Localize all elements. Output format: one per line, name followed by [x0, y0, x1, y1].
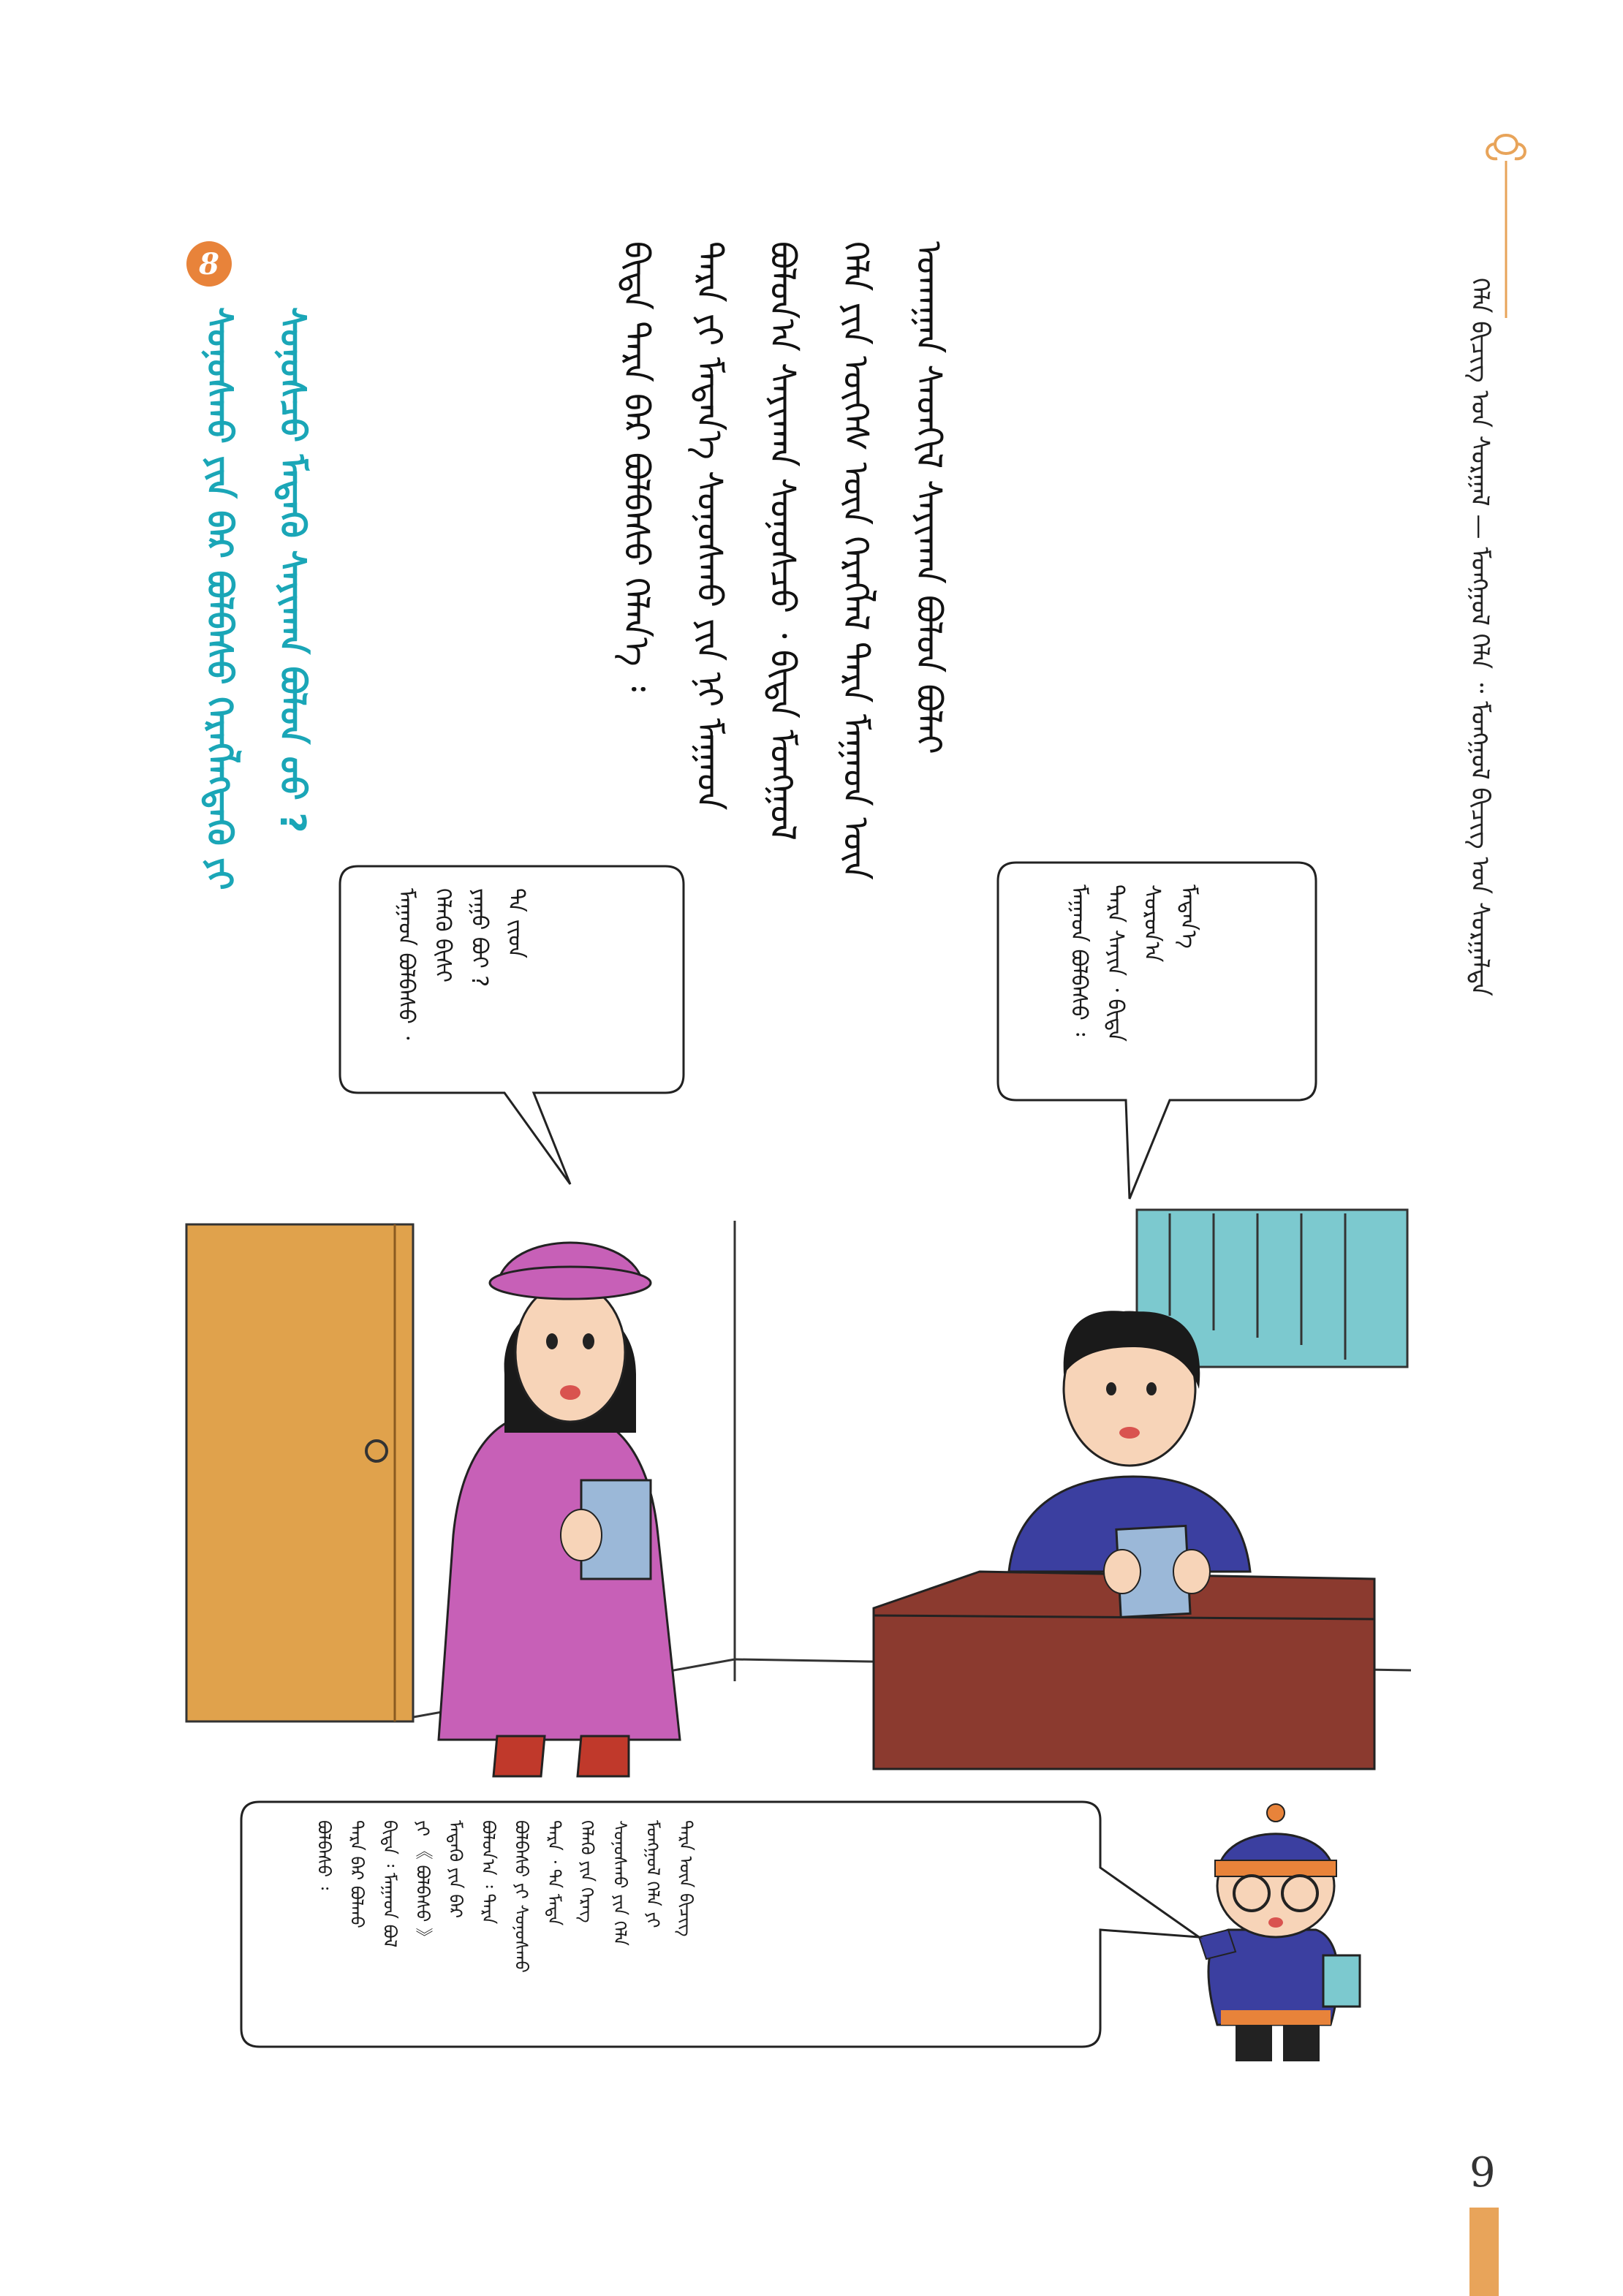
- woman-bubble-text: ᠮᠠᠭᠠᠳ ᠪᠣᠯᠪᠠᠰᠤ ᠂ ᠬᠡᠯᠡᠬᠦ ᠪᠢᠰᠢ ᠶᠠᠭᠤ ᠪᠤᠢ ? ᠲᠠ ᠵᠢᠳ: [393, 888, 529, 1040]
- page-number: 9: [1469, 2149, 1496, 2197]
- page-edge-tab: [1469, 2208, 1499, 2296]
- running-head: ᠬᠡᠯᠡ ᠪᠢᠴᠢᠭ ᠤᠨ ᠰᠤᠷᠭᠠᠯ — ᠮᠤᠩᠭᠤᠯ ᠬᠡᠯᠡ ᠃ ᠮᠤᠩᠭᠤᠯ ᠪᠢᠴᠢᠭ ᠤᠨ ᠰᠤᠷᠭᠠᠯᠲᠠ: [1465, 278, 1494, 996]
- question-number-badge: 8: [186, 241, 232, 287]
- body-line: ᠤᠬᠠᠭᠠᠨ ᠰᠡᠳᠭᠢᠯ ᠰᠠᠶᠢᠬᠠᠨ ᠪᠣᠯᠤᠨ ᠪᠣᠯᠠᠢ: [908, 241, 949, 754]
- door: [186, 1224, 413, 1721]
- body-line: ᠪᠢᠳᠡ ᠲᠡᠷᠡ ᠪᠠᠷ ᠪᠣᠯᠪᠠᠰᠤ ᠬᠡᠯᠡᠨ᠎ᠡ ᠄: [616, 241, 657, 692]
- body-line: ᠬᠡᠯᠡ ᠶᠢᠨ ᠦᠭᠡᠰ ᠦᠨ ᠬᠡᠷᠡᠭᠯᠡᠯ ᠲᠡᠷᠡ ᠮᠠᠭᠠᠳ ᠦᠨ: [835, 241, 876, 880]
- boy-bubble-text: ᠪᠣᠯᠪᠠᠰᠤ ᠄ ᠲᠡᠷᠡ ᠪᠠᠷ ᠪᠣᠯᠬᠤ ᠪᠢᠳᠡ ᠄ ᠮᠠᠭᠠᠳ ᠪᠣᠯ ᠶᠢ 《 ᠪᠣᠯᠪᠠᠰᠤ 》 ᠮᠡᠳᠡᠬᠦ ᠶᠢᠨ ᠪᠠᠷ ᠪᠣᠯᠤᠨ᠎ᠠ ᠄ ᠲᠡᠷᠡ ᠪᠣᠯᠪᠠᠰᠤ ᠶᠢ ᠰᠣᠨᠣᠰᠬᠤ ᠲᠡᠷᠡ ᠂ ᠲᠠ ᠮᠡᠳᠡ ᠬᠡᠯᠡᠬᠦ ᠶᠢᠨ ᠬᠡᠷᠡᠭ ᠰᠣᠨᠣᠰᠬᠤ ᠶᠢᠨ ᠬᠡᠯᠡ ᠮᠣᠩᠭᠣᠯ ᠬᠡᠯᠡ ᠶᠢ ᠲᠡᠷᠡ ᠦᠨ ᠪᠢᠴᠢᠭ: [314, 1820, 696, 1973]
- question-line: ᠰᠣᠨᠣᠰᠴᠤ ᠮᠡᠳᠡᠬᠦ ᠰᠠᠶᠢᠬᠠᠨ ᠪᠣᠯᠤᠨ ᠤᠤ ?: [272, 307, 313, 833]
- boy-figure: [1199, 1804, 1360, 2061]
- body-line: ᠪᠣᠯᠤᠨ᠎ᠠ ᠰᠠᠶᠢᠬᠠᠨ ᠰᠣᠨᠣᠰᠴᠤ ᠂ ᠪᠢᠳᠡ ᠮᠣᠩᠭᠣᠯ: [762, 241, 803, 841]
- body-line: ᠲᠡᠷᠡ ᠶᠢ ᠮᠡᠳᠡᠨ᠎ᠡ ᠰᠣᠨᠣᠰᠬᠤ ᠶᠢᠨ ᠨᠢ ᠮᠠᠭᠠᠳ: [689, 241, 730, 811]
- question-line: ᠰᠣᠨᠣᠰᠬᠤ ᠶᠢᠨ ᠪᠠᠷ ᠪᠣᠯᠪᠠᠰᠤ ᠬᠡᠷᠡᠭᠯᠡᠭᠳᠡᠬᠦ ᠶᠢ: [199, 307, 240, 890]
- woman-figure: [439, 1243, 680, 1776]
- man-bubble-text: ᠮᠠᠭᠠᠳ ᠪᠣᠯᠪᠠᠰᠤ ᠄ ᠲᠡᠷᠡ ᠰᠠᠶᠢᠨ ᠂ ᠪᠢᠳᠡ ᠰᠤᠷᠤᠨ᠎ᠠ ᠮᠡᠳᠡᠨ᠎ᠡ: [1066, 884, 1201, 1042]
